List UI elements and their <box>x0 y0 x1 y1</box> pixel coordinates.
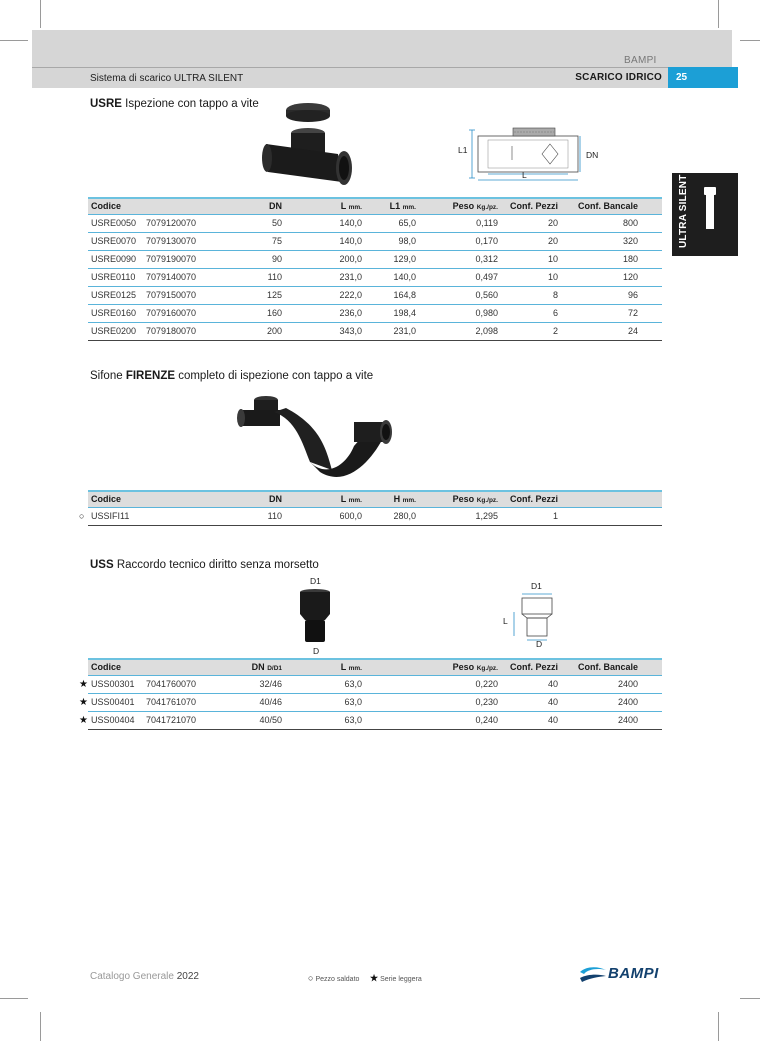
table-cell: 7079160070 <box>143 304 239 322</box>
table-cell: 0,560 <box>420 286 502 304</box>
table-cell: 72 <box>562 304 642 322</box>
table-cell: 90 <box>239 250 286 268</box>
firenze-table <box>79 490 662 526</box>
table-cell: 20 <box>502 214 562 232</box>
table-cell: USRE0200 <box>88 322 143 340</box>
table-cell: 140,0 <box>366 268 420 286</box>
uss-drawing-d1-label: D1 <box>531 581 542 591</box>
firenze-title: Sifone FIRENZE completo di ispezione con tappo a vite <box>90 370 374 382</box>
table-cell: 129,0 <box>366 250 420 268</box>
header-brand: BAMPI <box>624 55 657 66</box>
table-cell: 200 <box>239 322 286 340</box>
table-row <box>88 304 662 322</box>
table-cell: 343,0 <box>286 322 366 340</box>
col-h: H mm. <box>366 491 420 507</box>
uss-drawing-l-label: L <box>503 616 508 626</box>
col-codice: Codice <box>88 659 239 675</box>
table-row <box>88 507 662 525</box>
table-cell: 140,0 <box>286 214 366 232</box>
table-row <box>88 322 662 340</box>
table-cell: 96 <box>562 286 642 304</box>
table-cell: USRE0090 <box>88 250 143 268</box>
table-cell: USRE0125 <box>88 286 143 304</box>
col-l: L mm. <box>286 491 366 507</box>
col-conf-pezzi: Conf. Pezzi <box>502 491 562 507</box>
table-cell: 7079130070 <box>143 232 239 250</box>
crop-mark <box>40 1012 41 1041</box>
table-cell: 236,0 <box>286 304 366 322</box>
usre-dn-label: DN <box>586 150 599 160</box>
col-conf-pezzi: Conf. Pezzi <box>502 198 562 214</box>
table-cell <box>79 693 143 711</box>
usre-product-image <box>258 100 358 192</box>
col-dn: DN D/D1 <box>239 659 286 675</box>
crop-mark <box>40 0 41 28</box>
table-cell: 110 <box>239 507 286 525</box>
uss-image-d-label: D <box>313 646 320 656</box>
table-cell: 7041761070 <box>143 693 239 711</box>
star-icon: ★ <box>79 697 88 708</box>
table-cell: 0,230 <box>420 693 502 711</box>
table-cell: 7079150070 <box>143 286 239 304</box>
table-cell <box>79 507 239 525</box>
product-code: USS00301 <box>91 679 135 689</box>
table-cell: 0,240 <box>420 711 502 729</box>
table-cell: 140,0 <box>286 232 366 250</box>
product-code: USS00404 <box>91 715 135 725</box>
uss-title: USS Raccordo tecnico diritto senza morsetto <box>90 559 319 571</box>
table-cell: 0,980 <box>420 304 502 322</box>
usre-title: USRE Ispezione con tappo a vite <box>90 98 259 110</box>
header-divider <box>32 67 668 68</box>
table-cell: USRE0160 <box>88 304 143 322</box>
table-cell: 32/46 <box>239 675 286 693</box>
table-cell: 231,0 <box>286 268 366 286</box>
table-cell: 7079140070 <box>143 268 239 286</box>
table-cell: 6 <box>502 304 562 322</box>
bampi-logo-text: BAMPI <box>608 965 659 982</box>
table-cell: 0,170 <box>420 232 502 250</box>
table-cell: USRE0050 <box>88 214 143 232</box>
table-cell: 2 <box>502 322 562 340</box>
table-cell: 231,0 <box>366 322 420 340</box>
col-l: L mm. <box>286 198 366 214</box>
table-cell: 198,4 <box>366 304 420 322</box>
table-cell: 110 <box>239 268 286 286</box>
table-cell: USRE0110 <box>88 268 143 286</box>
table-cell: 50 <box>239 214 286 232</box>
table-cell: 7079120070 <box>143 214 239 232</box>
usre-l-label: L <box>522 170 527 180</box>
crop-mark <box>740 40 760 41</box>
page-number: 25 <box>668 67 738 88</box>
legend-leggera: ★ Serie leggera <box>370 973 422 983</box>
uss-table <box>79 658 662 730</box>
crop-mark <box>718 1012 719 1041</box>
uss-drawing-d-label: D <box>536 639 543 649</box>
col-l1: L1 mm. <box>366 198 420 214</box>
table-cell: 164,8 <box>366 286 420 304</box>
table-cell: 1 <box>502 507 562 525</box>
table-cell: 222,0 <box>286 286 366 304</box>
system-name: Sistema di scarico ULTRA SILENT <box>90 73 244 84</box>
table-cell: 320 <box>562 232 642 250</box>
usre-header-row <box>88 198 662 214</box>
star-icon: ★ <box>79 715 88 726</box>
table-cell <box>79 711 143 729</box>
table-cell: 200,0 <box>286 250 366 268</box>
table-cell: 125 <box>239 286 286 304</box>
table-cell: 180 <box>562 250 642 268</box>
col-codice: Codice <box>88 491 239 507</box>
table-cell: 40 <box>502 693 562 711</box>
col-dn: DN <box>239 491 286 507</box>
table-cell: 2400 <box>562 711 642 729</box>
table-row <box>88 250 662 268</box>
table-row <box>88 214 662 232</box>
col-peso: Peso Kg./pz. <box>420 198 502 214</box>
table-cell: 40 <box>502 675 562 693</box>
table-cell: 0,220 <box>420 675 502 693</box>
table-cell: 0,312 <box>420 250 502 268</box>
table-cell: 2400 <box>562 693 642 711</box>
uss-image-d1-label: D1 <box>310 576 321 586</box>
circle-icon: ○ <box>79 511 85 521</box>
table-cell: 10 <box>502 250 562 268</box>
table-cell: 7079180070 <box>143 322 239 340</box>
star-icon: ★ <box>79 679 88 690</box>
firenze-product-image <box>236 392 394 480</box>
table-cell: 7079190070 <box>143 250 239 268</box>
col-codice: Codice <box>88 198 239 214</box>
table-cell: 40/50 <box>239 711 286 729</box>
col-peso: Peso Kg./pz. <box>420 659 502 675</box>
table-row <box>88 232 662 250</box>
usre-l1-label: L1 <box>458 145 468 155</box>
table-cell: 40/46 <box>239 693 286 711</box>
table-cell: 1,295 <box>420 507 502 525</box>
usre-table <box>88 197 662 341</box>
bampi-logo-icon <box>578 964 608 984</box>
footer-catalog: Catalogo Generale 2022 <box>90 971 199 982</box>
table-row <box>88 268 662 286</box>
col-l: L mm. <box>286 659 366 675</box>
table-cell: 280,0 <box>366 507 420 525</box>
uss-product-image <box>298 588 332 644</box>
table-cell: 24 <box>562 322 642 340</box>
table-cell <box>79 675 143 693</box>
legend-saldato: ○ Pezzo saldato <box>308 973 360 983</box>
circle-icon: ○ <box>308 973 314 983</box>
table-cell: 0,497 <box>420 268 502 286</box>
firenze-header-row <box>88 491 662 507</box>
table-cell: 2400 <box>562 675 642 693</box>
crop-mark <box>740 998 760 999</box>
table-cell: USRE0070 <box>88 232 143 250</box>
table-cell: 7041760070 <box>143 675 239 693</box>
crop-mark <box>0 40 28 41</box>
table-row <box>88 693 662 711</box>
product-code: USSIFI11 <box>91 511 130 521</box>
col-peso: Peso Kg./pz. <box>420 491 502 507</box>
crop-mark <box>0 998 28 999</box>
section-name: SCARICO IDRICO <box>575 72 662 83</box>
table-cell: 63,0 <box>286 693 366 711</box>
table-cell: 75 <box>239 232 286 250</box>
table-cell: 8 <box>502 286 562 304</box>
side-tab-label: ULTRA SILENT <box>678 174 689 248</box>
table-row <box>88 711 662 729</box>
col-conf-pezzi: Conf. Pezzi <box>502 659 562 675</box>
col-conf-bancale: Conf. Bancale <box>562 198 642 214</box>
uss-technical-drawing <box>510 592 560 644</box>
table-cell: 65,0 <box>366 214 420 232</box>
table-cell: 20 <box>502 232 562 250</box>
table-cell: 40 <box>502 711 562 729</box>
product-code: USS00401 <box>91 697 135 707</box>
table-cell: 800 <box>562 214 642 232</box>
star-icon: ★ <box>370 973 379 983</box>
col-conf-bancale: Conf. Bancale <box>562 659 642 675</box>
table-row <box>88 286 662 304</box>
table-cell: 10 <box>502 268 562 286</box>
table-cell: 120 <box>562 268 642 286</box>
crop-mark <box>718 0 719 28</box>
table-cell: 63,0 <box>286 711 366 729</box>
table-cell: 160 <box>239 304 286 322</box>
table-cell: 7041721070 <box>143 711 239 729</box>
table-cell: 600,0 <box>286 507 366 525</box>
table-cell: 98,0 <box>366 232 420 250</box>
table-row <box>88 675 662 693</box>
table-cell: 0,119 <box>420 214 502 232</box>
pipe-icon <box>702 187 718 229</box>
table-cell: 2,098 <box>420 322 502 340</box>
col-dn: DN <box>239 198 286 214</box>
uss-header-row <box>88 659 662 675</box>
table-cell: 63,0 <box>286 675 366 693</box>
